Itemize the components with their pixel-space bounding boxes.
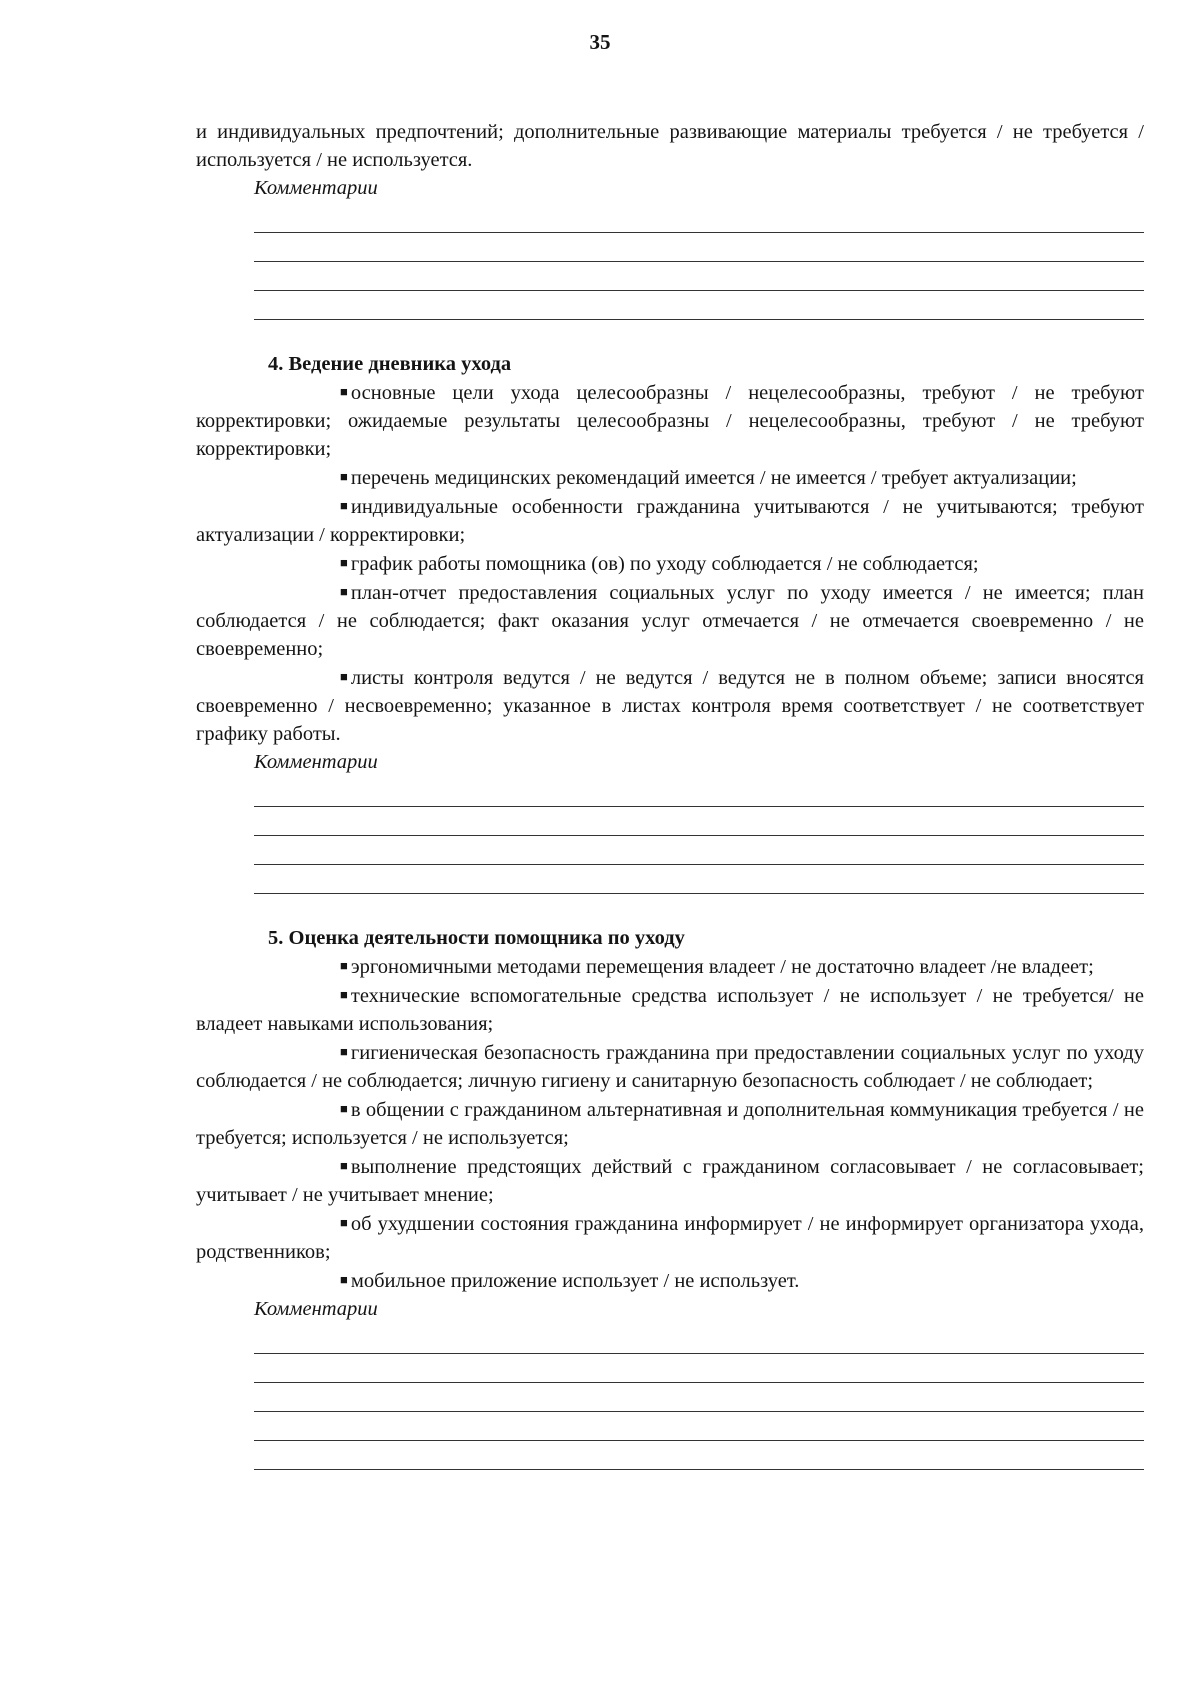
list-item xyxy=(196,1038,1144,1095)
list-item-text: эргономичными методами перемещения владеет / не достаточно владеет /не владеет; xyxy=(350,956,1094,978)
list-item-text: мобильное приложение использует / не использует. xyxy=(350,1270,800,1292)
list-item xyxy=(196,492,1144,549)
list-item-text: перечень медицинских рекомендаций имеется / не имеется / требует актуализации; xyxy=(350,467,1077,489)
comment-line xyxy=(254,204,1144,233)
bullet-icon: ■ xyxy=(340,1272,348,1287)
bullet-icon: ■ xyxy=(340,669,348,684)
list-item-text: график работы помощника (ов) по уходу соблюдается / не соблюдается; xyxy=(350,553,979,575)
comment-lines xyxy=(254,204,1144,320)
comment-line xyxy=(254,1354,1144,1383)
bullet-icon: ■ xyxy=(340,469,348,484)
list-item-text: листы контроля ведутся / не ведутся / ведутся не в полном объеме; записи вносятся своевременно / несвоевременно; указанное в листах контроля время соответствует / не соответствует графику работы. xyxy=(196,667,1144,745)
intro-paragraph: и индивидуальных предпочтений; дополнительные развивающие материалы требуется / не требуется / используется / не используется. xyxy=(196,121,1144,171)
list-item xyxy=(196,378,1144,463)
list-item xyxy=(196,663,1144,748)
list-item-text: план-отчет предоставления социальных услуг по уходу имеется / не имеется; план соблюдается / не соблюдается; факт оказания услуг отмечается / не отмечается своевременно / не своевременно; xyxy=(196,582,1144,660)
list-item-text: технические вспомогательные средства использует / не использует / не требуется/ не владеет навыками использования; xyxy=(196,985,1144,1035)
comment-lines xyxy=(254,778,1144,894)
comment-line xyxy=(254,1383,1144,1412)
comment-label: Комментарии xyxy=(254,177,378,199)
bullet-icon: ■ xyxy=(340,1044,348,1059)
bullet-icon: ■ xyxy=(340,958,348,973)
comment-line xyxy=(254,1325,1144,1354)
comment-label: Комментарии xyxy=(254,751,378,773)
bullet-icon: ■ xyxy=(340,987,348,1002)
page-number: 35 xyxy=(589,30,611,54)
bullet-icon: ■ xyxy=(340,1101,348,1116)
comment-line xyxy=(254,807,1144,836)
list-item xyxy=(196,1209,1144,1266)
comment-line xyxy=(254,836,1144,865)
list-item xyxy=(196,981,1144,1038)
comment-label: Комментарии xyxy=(254,1298,378,1320)
list-item-text: гигиеническая безопасность гражданина при предоставлении социальных услуг по уходу соблюдается / не соблюдается; личную гигиену и санитарную безопасность соблюдает / не соблюдает; xyxy=(196,1042,1144,1092)
list-item xyxy=(196,1152,1144,1209)
comment-lines xyxy=(254,1325,1144,1470)
list-item-text: в общении с гражданином альтернативная и дополнительная коммуникация требуется / не требуется; используется / не используется; xyxy=(196,1099,1144,1149)
comment-line xyxy=(254,1412,1144,1441)
list-item xyxy=(196,549,1144,578)
comment-line xyxy=(254,233,1144,262)
bullet-icon: ■ xyxy=(340,498,348,513)
bullet-icon: ■ xyxy=(340,384,348,399)
bullet-icon: ■ xyxy=(340,555,348,570)
list-item xyxy=(196,463,1144,492)
comment-line xyxy=(254,291,1144,320)
comment-line xyxy=(254,865,1144,894)
list-item xyxy=(196,952,1144,981)
list-item xyxy=(196,578,1144,663)
section-heading: 4. Ведение дневника ухода xyxy=(268,353,512,375)
list-item-text: об ухудшении состояния гражданина информирует / не информирует организатора ухода, родственников; xyxy=(196,1213,1144,1263)
bullet-icon: ■ xyxy=(340,1158,348,1173)
list-item xyxy=(196,1266,1144,1295)
list-item xyxy=(196,1095,1144,1152)
list-item-text: индивидуальные особенности гражданина учитываются / не учитываются; требуют актуализации / корректировки; xyxy=(196,496,1144,546)
bullet-icon: ■ xyxy=(340,1215,348,1230)
bullet-icon: ■ xyxy=(340,584,348,599)
document-body xyxy=(196,118,1144,1470)
list-item-text: выполнение предстоящих действий с гражданином согласовывает / не согласовывает; учитывает / не учитывает мнение; xyxy=(196,1156,1144,1206)
section-heading: 5. Оценка деятельности помощника по уходу xyxy=(268,927,685,949)
comment-line xyxy=(254,262,1144,291)
comment-line xyxy=(254,778,1144,807)
list-item-text: основные цели ухода целесообразны / нецелесообразны, требуют / не требуют корректировки; ожидаемые результаты целесообразны / нецелесообразны, требуют / не требуют корректировки; xyxy=(196,382,1144,460)
comment-line xyxy=(254,1441,1144,1470)
